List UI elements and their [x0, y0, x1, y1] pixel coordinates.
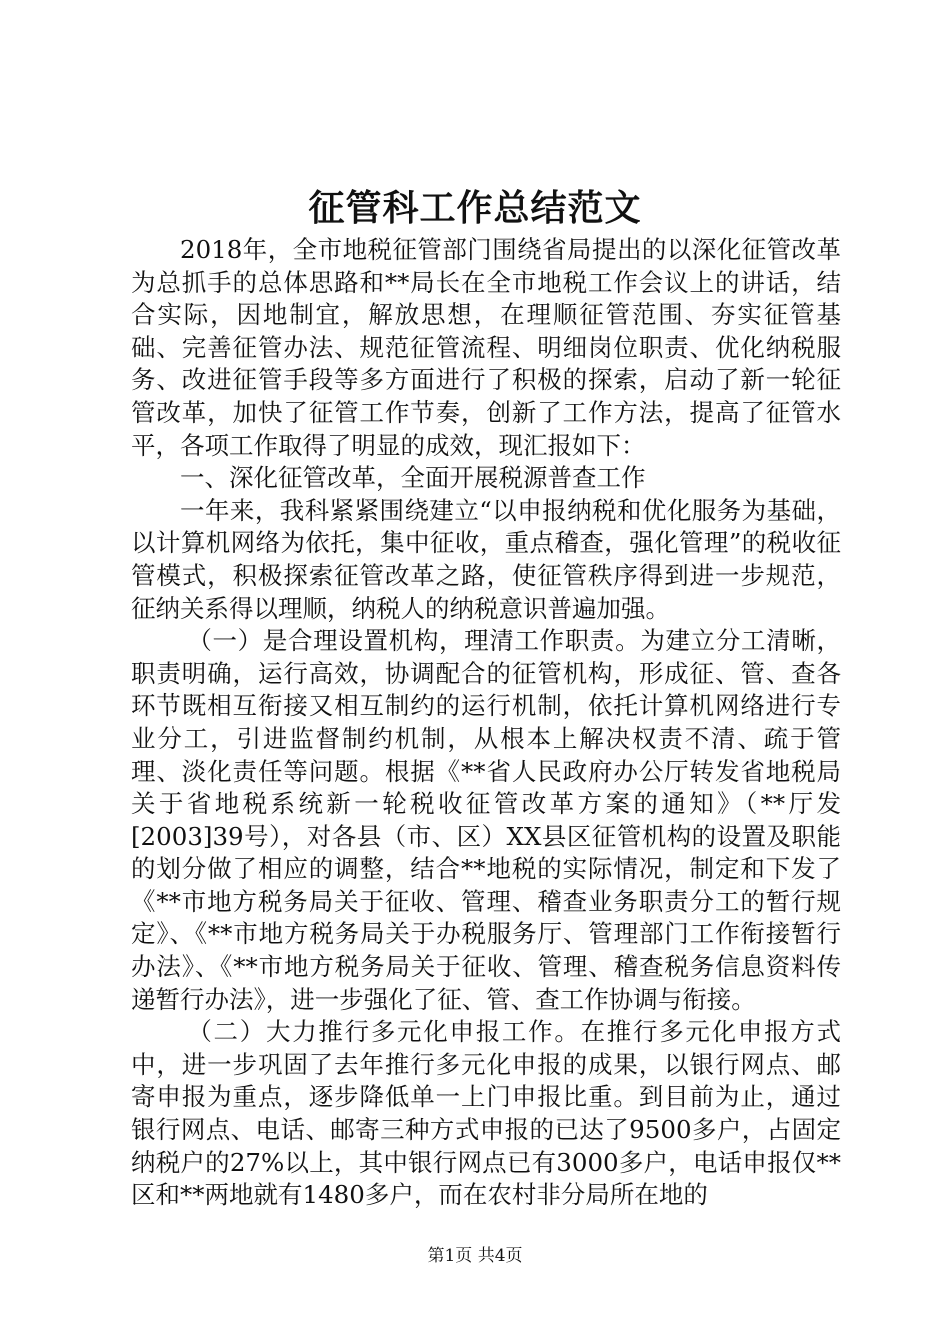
paragraph-overview: 一年来，我科紧紧围绕建立“以申报纳税和优化服务为基础，以计算机网络为依托，集中征收，重点稽查，强化管理”的税收征管模式，积极探索征管改革之路，使征管秩序得到进一步规范，征纳关系得以理顺，纳税人的纳税意识普遍加强。 [131, 495, 841, 623]
document-title: 征管科工作总结范文 [308, 187, 642, 229]
paragraph-item-1: （一）是合理设置机构，理清工作职责。为建立分工清晰，职责明确，运行高效，协调配合的征管机构，形成征、管、查各环节既相互衔接又相互制约的运行机制，依托计算机网络进行专业分工，引进监督制约机制，从根本上解决权责不清、疏于管理、淡化责任等问题。根据《**省人民政府办公厅转发省地税局关于省地税系统新一轮税收征管改革方案的通知》（**厅发[2003]39号），对各县（市、区）XX县区征管机构的设置及职能的划分做了相应的调整，结合**地税的实际情况，制定和下发了《**市地方税务局关于征收、管理、稽查业务职责分工的暂行规定》、《**市地方税务局关于办税服务厅、管理部门工作衔接暂行办法》、《**市地方税务局关于征收、管理、稽查税务信息资料传递暂行办法》，进一步强化了征、管、查工作协调与衔接。 [131, 626, 841, 1014]
document-body [131, 234, 841, 1212]
paragraph-intro: 2018年，全市地税征管部门围绕省局提出的以深化征管改革为总抓手的总体思路和**局长在全市地税工作会议上的讲话，结合实际，因地制宜，解放思想，在理顺征管范围、夯实征管基础、完善征管办法、规范征管流程、明细岗位职责、优化纳税服务、改进征管手段等多方面进行了积极的探索，启动了新一轮征管改革，加快了征管工作节奏，创新了工作方法，提高了征管水平，各项工作取得了明显的成效，现汇报如下： [131, 235, 841, 460]
page-number: 第1页 共4页 [427, 1246, 523, 1266]
paragraph-item-2: （二）大力推行多元化申报工作。在推行多元化申报方式中，进一步巩固了去年推行多元化申报的成果，以银行网点、邮寄申报为重点，逐步降低单一上门申报比重。到目前为止，通过银行网点、电话、邮寄三种方式申报的已达了9500多户，占固定纳税户的27%以上，其中银行网点已有3000多户，电话申报仅**区和**两地就有1480多户，而在农村非分局所在地的 [131, 1017, 841, 1210]
section-heading: 一、深化征管改革，全面开展税源普查工作 [180, 463, 646, 493]
